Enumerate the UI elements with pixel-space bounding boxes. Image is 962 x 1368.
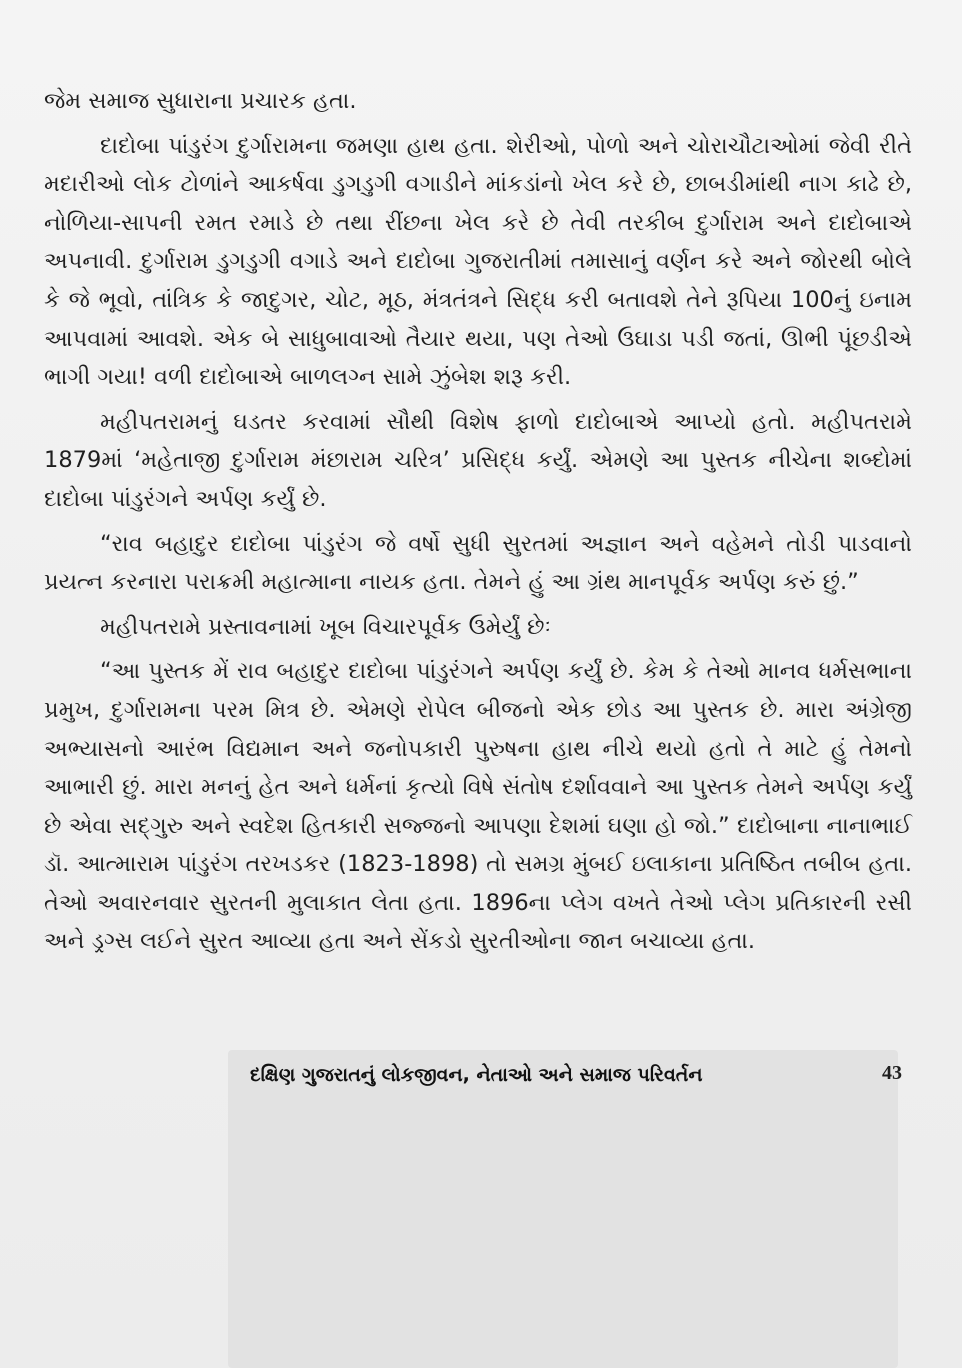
page-number: 43 <box>882 1062 902 1084</box>
body-text <box>44 82 912 967</box>
paragraph-2: દાદોબા પાંડુરંગ દુર્ગારામના જમણા હાથ હતા. શેરીઓ, પોળો અને ચોરાચૌટાઓમાં જેવી રીતે મદારીઓ લોક ટોળાંને આકર્ષવા ડુગડુગી વગાડીને માંકડાંનો ખેલ કરે છે, છાબડીમાંથી નાગ કાઢે છે, નોળિયા-સાપની રમત રમાડે છે તથા રીંછના ખેલ કરે છે તેવી તરકીબ દુર્ગારામ અને દાદોબાએ અપનાવી. દુર્ગારામ ડુગડુગી વગાડે અને દાદોબા ગુજરાતીમાં તમાસાનું વર્ણન કરે અને જોરથી બોલે કે જે ભૂવો, તાંત્રિક કે જાદુગર, ચોટ, મૂઠ, મંત્રતંત્રને સિદ્ધ કરી બતાવશે તેને રૂપિયા 100નું ઇનામ આપવામાં આવશે. એક બે સાધુબાવાઓ તૈયાર થયા, પણ તેઓ ઉઘાડા પડી જતાં, ઊભી પૂંછડીએ ભાગી ગયા! વળી દાદોબાએ બાળલગ્ન સામે ઝુંબેશ શરૂ કરી. <box>44 132 912 391</box>
quote-preface: “આ પુસ્તક મેં રાવ બહાદુર દાદોબા પાંડુરંગને અર્પણ કર્યું છે. કેમ કે તેઓ માનવ ધર્મસભાના પ્રમુખ, દુર્ગારામના પરમ મિત્ર છે. એમણે રોપેલ બીજનો એક છોડ આ પુસ્તક છે. મારા અંગ્રેજી અભ્યાસનો આરંભ વિદ્યમાન અને જનોપકારી પુરુષના હાથ નીચે થયો હતો તે માટે હું તેમનો આભારી છું. મારા મનનું હેત અને ધર્મનાં કૃત્યો વિષે સંતોષ દર્શાવવાને આ પુસ્તક તેમને અર્પણ કર્યું છે એવા સદ્ગુરુ અને સ્વદેશ હિતકારી સજ્જનો આપણા દેશમાં ઘણા હો જો.” દાદોબાના નાનાભાઈ ડૉ. આત્મારામ પાંડુરંગ તરખડકર (1823-1898) તો સમગ્ર મુંબઈ ઇલાકાના પ્રતિષ્ઠિત તબીબ હતા. તેઓ અવારનવાર સુરતની મુલાકાત લેતા હતા. 1896ના પ્લેગ વખતે તેઓ પ્લેગ પ્રતિકારની રસી અને ડ્રગ્સ લઈને સુરત આવ્યા હતા અને સેંકડો સુરતીઓના જાન બચાવ્યા હતા. <box>44 658 912 955</box>
running-footer-title: દક્ષિણ ગુજરાતનું લોકજીવન, નેતાઓ અને સમાજ પરિવર્તન <box>250 1064 703 1086</box>
paragraph-3: મહીપતરામનું ઘડતર કરવામાં સૌથી વિશેષ ફાળો દાદોબાએ આપ્યો હતો. મહીપતરામે 1879માં ‘મહેતાજી દુર્ગારામ મંછારામ ચરિત્ર’ પ્રસિદ્ધ કર્યું. એમણે આ પુસ્તક નીચેના શબ્દોમાં દાદોબા પાંડુરંગને અર્પણ કર્યું છે. <box>44 408 912 512</box>
quote-dedication: “રાવ બહાદુર દાદોબા પાંડુરંગ જે વર્ષો સુધી સુરતમાં અજ્ઞાન અને વહેમને તોડી પાડવાનો પ્રયત્ન કરનારા પરાક્રમી મહાત્માના નાયક હતા. તેમને હું આ ગ્રંથ માનપૂર્વક અર્પણ કરું છું.” <box>44 530 912 596</box>
paragraph-1: જેમ સમાજ સુધારાના પ્રચારક હતા. <box>44 88 357 114</box>
paragraph-5: મહીપતરામે પ્રસ્તાવનામાં ખૂબ વિચારપૂર્વક ઉમેર્યું છેઃ <box>100 613 551 640</box>
footer-band <box>228 1050 898 1368</box>
